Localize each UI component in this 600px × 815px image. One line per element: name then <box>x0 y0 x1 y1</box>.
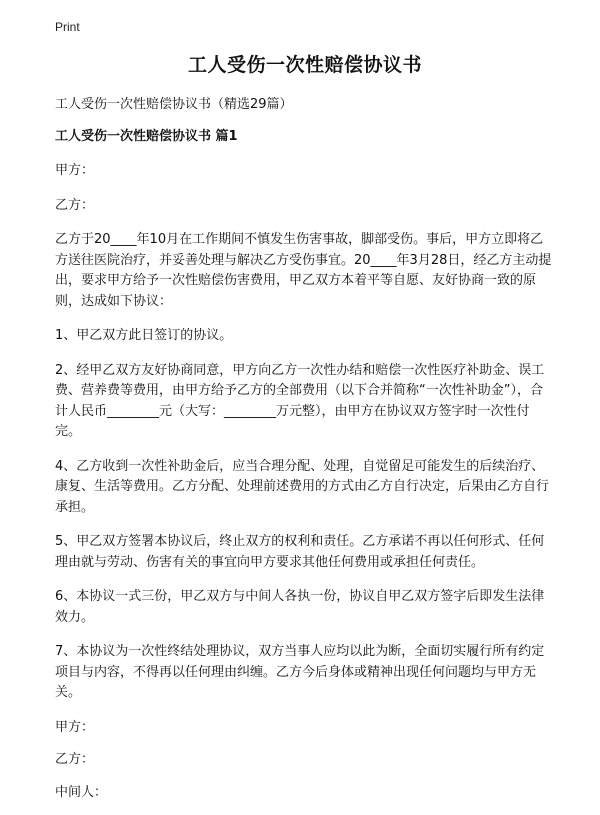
print-link[interactable]: Print <box>55 20 80 34</box>
section-heading: 工人受伤一次性赔偿协议书 篇1 <box>55 129 238 144</box>
signature-party-b: 乙方： <box>55 752 95 767</box>
party-b-line: 乙方： <box>55 197 95 213</box>
clause-6: 6、本协议一式三份，甲乙双方与中间人各执一份，协议自甲乙双方签字后即发生法律效力。 <box>55 589 545 625</box>
document-body <box>55 50 555 815</box>
document-subtitle: 工人受伤一次性赔偿协议书（精选29篇） <box>55 97 293 112</box>
intro-paragraph: 乙方于20____年10月在工作期间不慎发生伤害事故，脚部受伤。事后，甲方立即将乙方送往医院治疗，并妥善处理与解决乙方受伤事宜。20____年3月28日，经乙方主动提出，要求甲方给予一次性赔偿伤害费用，甲乙双方本着平等自愿、友好协商一致的原则，达成如下协议： <box>55 232 552 309</box>
signature-party-a: 甲方： <box>55 719 95 735</box>
clause-2: 2、经甲乙双方友好协商同意，甲方向乙方一次性办结和赔偿一次性医疗补助金、误工费、营养费等费用，由甲方给予乙方的全部费用（以下合并简称“一次性补助金”），合计人民币________元（大写：________万元整），由甲方在协议双方签字时一次性付完。 <box>55 362 545 439</box>
document-title: 工人受伤一次性赔偿协议书 <box>187 54 422 76</box>
clause-1: 1、甲乙双方此日签订的协议。 <box>55 328 233 343</box>
party-a-line: 甲方： <box>55 163 95 178</box>
clause-5: 5、甲乙双方签署本协议后，终止双方的权利和责任。乙方承诺不再以任何形式、任何理由就与劳动、伤害有关的事宜向甲方要求其他任何费用或承担任何责任。 <box>55 534 545 570</box>
clause-7: 7、本协议为一次性终结处理协议，双方当事人应均以此为断，全面切实履行所有约定项目与内容，不得再以任何理由纠缠。乙方今后身体或精神出现任何问题均与甲方无关。 <box>55 644 545 700</box>
clause-4: 4、乙方收到一次性补助金后，应当合理分配、处理，自觉留足可能发生的后续治疗、康复、生活等费用。乙方分配、处理前述费用的方式由乙方自行决定，后果由乙方自行承担。 <box>55 458 550 515</box>
signature-middleman: 中间人： <box>55 784 108 800</box>
